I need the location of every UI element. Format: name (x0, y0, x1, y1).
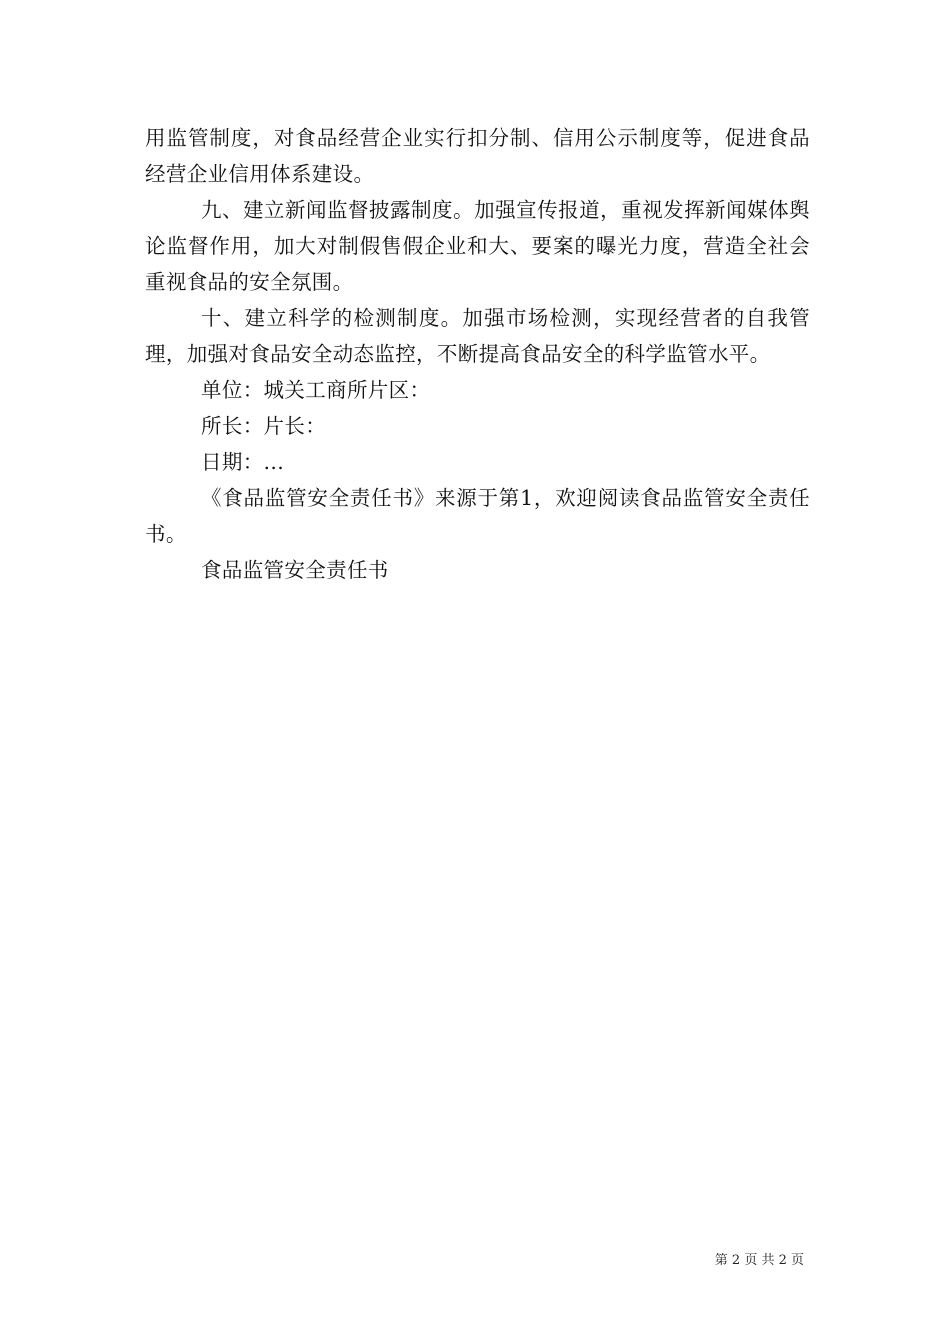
signature-leaders: 所长：片长： (201, 414, 327, 438)
document-body (145, 120, 810, 588)
paragraph-testing-system: 十、建立科学的检测制度。加强市场检测，实现经营者的自我管理，加强对食品安全动态监控，不断提高食品安全的科学监管水平。 (145, 306, 810, 366)
document-title-trailer: 食品监管安全责任书 (201, 558, 389, 582)
signature-unit: 单位：城关工商所片区： (201, 378, 431, 402)
paragraph-credit-system: 用监管制度，对食品经营企业实行扣分制、信用公示制度等，促进食品经营企业信用体系建设。 (145, 126, 810, 186)
paragraph-news-supervision: 九、建立新闻监督披露制度。加强宣传报道，重视发挥新闻媒体舆论监督作用，加大对制假售假企业和大、要案的曝光力度，营造全社会重视食品的安全氛围。 (145, 198, 810, 294)
page-number-footer: 第 2 页 共 2 页 (714, 1253, 804, 1268)
signature-date: 日期：... (201, 450, 285, 474)
source-note: 《食品监管安全责任书》来源于第1，欢迎阅读食品监管安全责任书。 (145, 486, 810, 546)
